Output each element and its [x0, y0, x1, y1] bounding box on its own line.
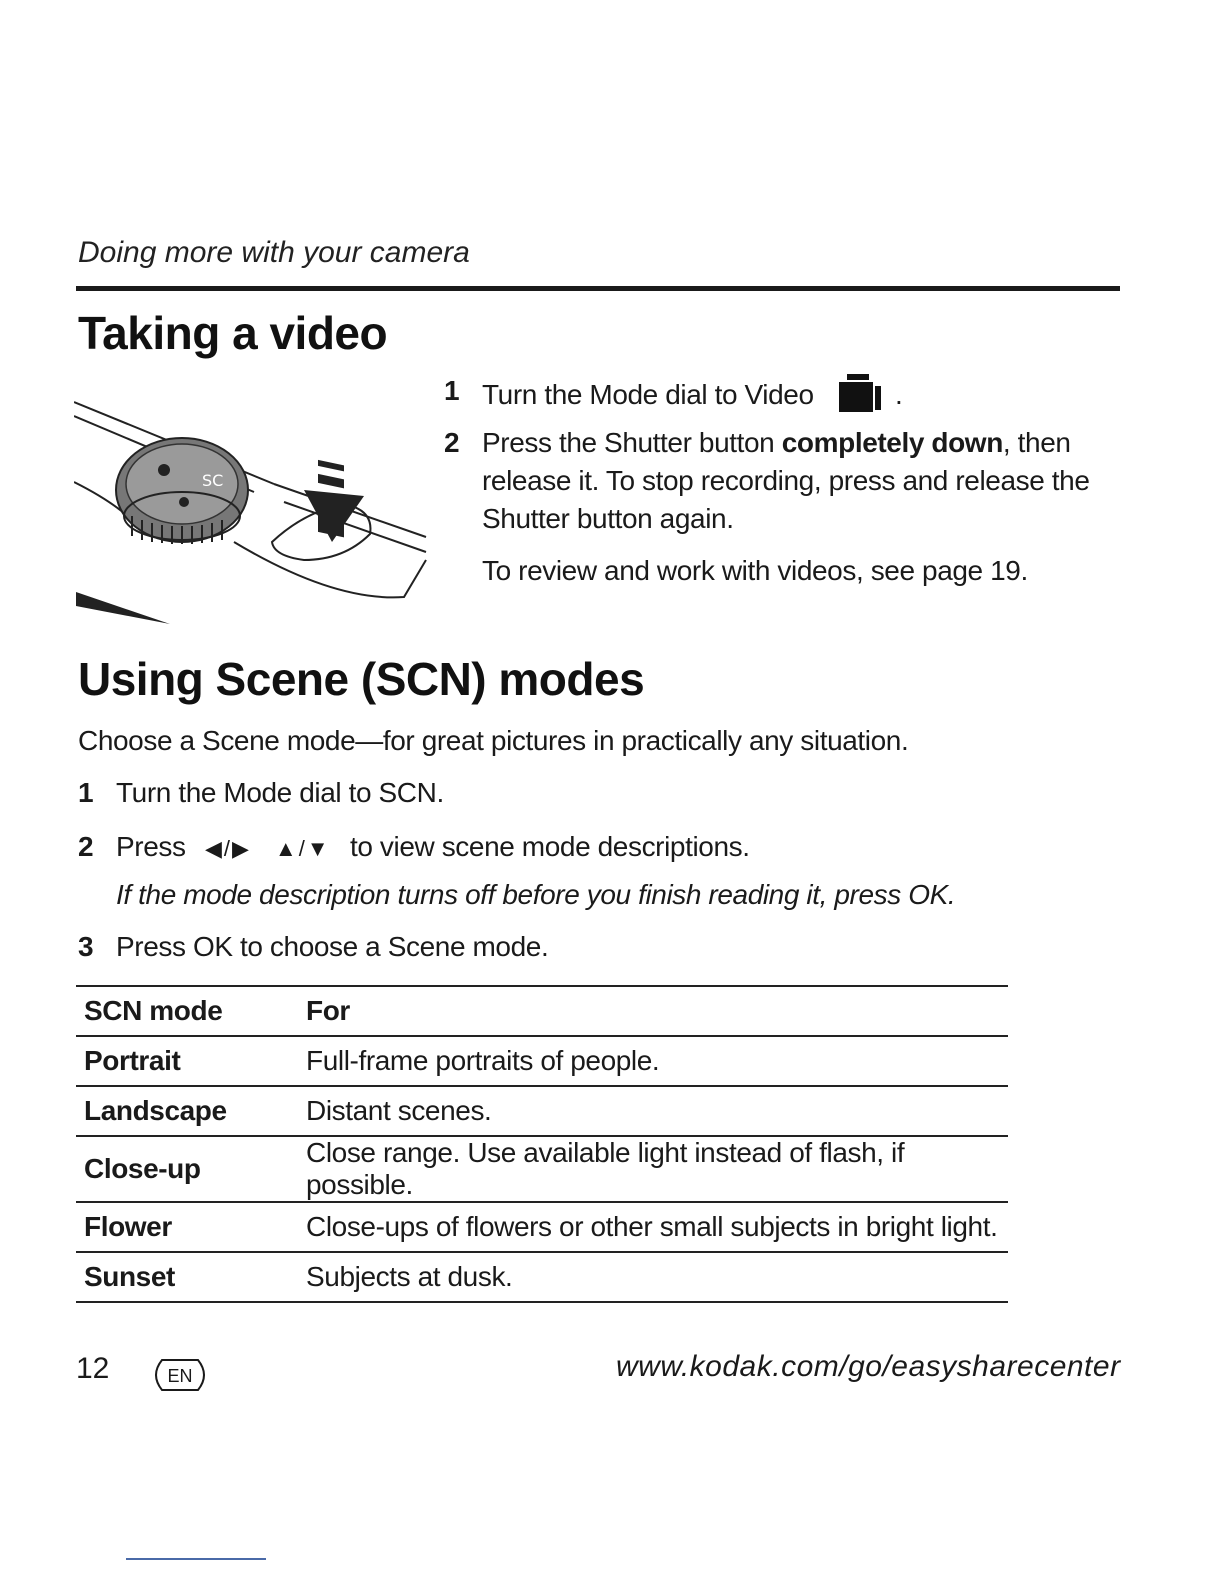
video-section-title: Taking a video	[78, 307, 388, 359]
table-cell-description: Close-ups of flowers or other small subjects in bright light.	[298, 1202, 1008, 1252]
video-step-2	[482, 424, 1102, 538]
table-row	[76, 1252, 1008, 1302]
language-badge-icon	[148, 1358, 212, 1392]
step-text: Turn the Mode dial to Video	[482, 379, 814, 410]
table-cell-mode: Flower	[76, 1202, 298, 1252]
scene-step-1: Turn the Mode dial to SCN.	[116, 777, 444, 808]
scn-mode-table	[76, 985, 1008, 1303]
step-text-after: to view scene mode descriptions.	[349, 831, 750, 862]
video-mode-icon	[839, 372, 895, 412]
table-header-cell: For	[298, 986, 1008, 1036]
step-number: 1	[444, 375, 460, 406]
table-header-row	[76, 986, 1008, 1036]
table-cell-description: Full-frame portraits of people.	[298, 1036, 1008, 1086]
table-cell-description: Distant scenes.	[298, 1086, 1008, 1136]
scene-intro: Choose a Scene mode—for great pictures in practically any situation.	[78, 725, 909, 756]
table-cell-mode: Portrait	[76, 1036, 298, 1086]
table-row	[76, 1086, 1008, 1136]
scene-section-title: Using Scene (SCN) modes	[78, 653, 645, 705]
table-row	[76, 1136, 1008, 1202]
scene-step-3: Press OK to choose a Scene mode.	[116, 931, 549, 962]
page-number: 12	[76, 1352, 110, 1385]
table-cell-description: Subjects at dusk.	[298, 1252, 1008, 1302]
up-down-arrows-icon: ▲/▼	[274, 836, 331, 861]
header-divider	[76, 286, 1120, 291]
step-text-before: Press	[116, 831, 186, 862]
footer-url-link[interactable]: www.kodak.com/go/easysharecenter	[616, 1350, 1121, 1383]
step-suffix: .	[895, 379, 903, 410]
table-cell-mode: Close-up	[76, 1136, 298, 1202]
video-review-note: To review and work with videos, see page 19.	[482, 555, 1028, 586]
step-number: 2	[78, 831, 94, 862]
step-number: 1	[78, 777, 94, 808]
left-right-arrows-icon: ◀/▶	[204, 836, 251, 861]
table-cell-mode: Sunset	[76, 1252, 298, 1302]
camera-mode-dial-illustration	[74, 392, 436, 628]
bottom-mark	[126, 1558, 266, 1560]
table-row	[76, 1202, 1008, 1252]
scene-step-2	[116, 828, 1016, 868]
svg-text:SC: SC	[202, 471, 224, 490]
table-cell-mode: Landscape	[76, 1086, 298, 1136]
video-step-1	[482, 372, 1102, 414]
step-number: 2	[444, 427, 460, 458]
step-number: 3	[78, 931, 94, 962]
scene-step-2-note: If the mode description turns off before you finish reading it, press OK.	[116, 879, 956, 910]
section-header: Doing more with your camera	[78, 236, 470, 269]
step-text-before: Press the Shutter button	[482, 427, 782, 458]
language-badge-text: EN	[167, 1366, 193, 1386]
step-text-after: , then release it. To stop recording, press and release the Shutter button again.	[482, 427, 1090, 534]
table-row	[76, 1036, 1008, 1086]
table-cell-description: Close range. Use available light instead of flash, if possible.	[298, 1136, 1008, 1202]
table-header-cell: SCN mode	[76, 986, 298, 1036]
step-emphasis: completely down	[781, 427, 1003, 458]
